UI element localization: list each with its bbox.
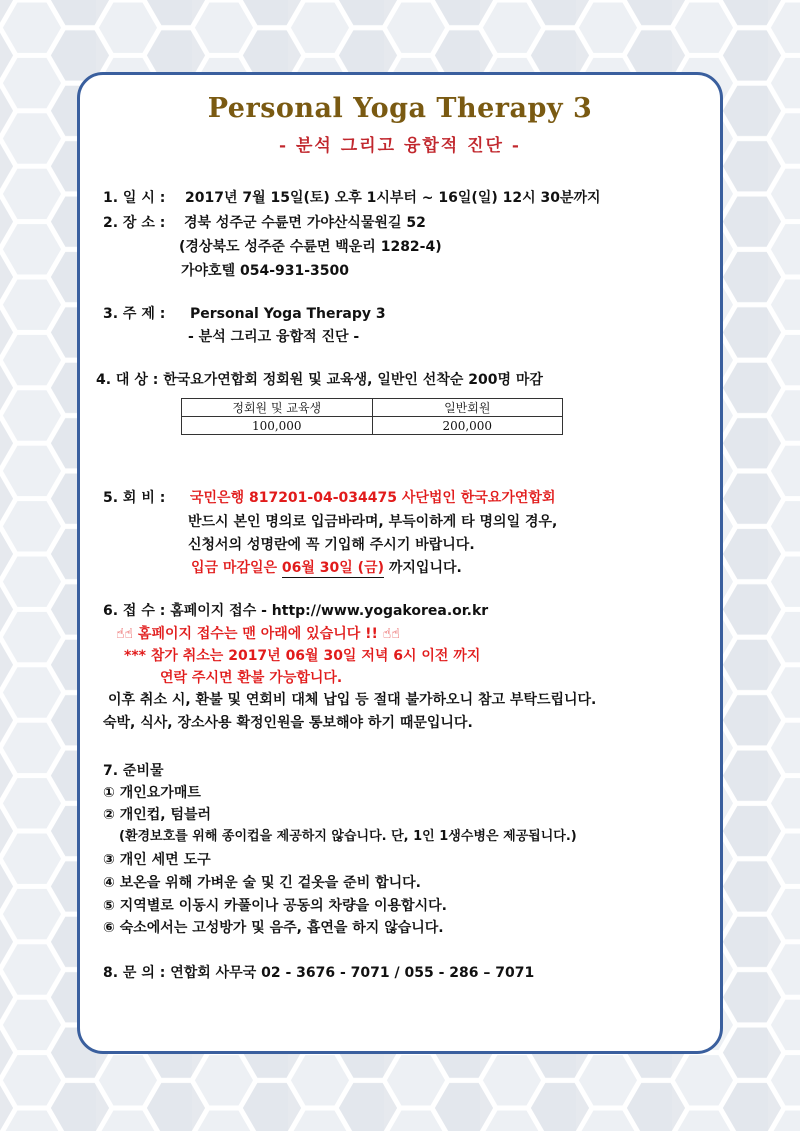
deadline-prefix: 입금 마감일은 (191, 560, 278, 576)
page-title: Personal Yoga Therapy 3 (207, 93, 593, 124)
fee-note-1: 반드시 본인 명의로 입금바라며, 부득이하게 타 명의일 경우, (188, 514, 558, 530)
date-label: 1. 일 시 : (103, 190, 166, 206)
fee-label: 5. 회 비 : (103, 490, 166, 506)
list-item: ② 개인컵, 텀블러 (103, 807, 212, 823)
list-item-note: (환경보호를 위해 종이컵을 제공하지 않습니다. 단, 1인 1생수병은 제공됩니다.) (119, 829, 577, 844)
table-header-general: 일반회원 (372, 399, 563, 417)
list-item: ④ 보온을 위해 가벼운 술 및 긴 겉옷을 준비 합니다. (103, 875, 421, 891)
deadline-date: 06월 30일 (금) (281, 560, 384, 576)
date-value: 2017년 7월 15일(토) 오후 1시부터 ~ 16일(일) 12시 30분까지 (185, 190, 601, 206)
supplies-heading: 7. 준비물 (103, 763, 164, 779)
contact-info: 8. 문 의 : 연합회 사무국 02 - 3676 - 7071 / 055 - 286 – 7071 (103, 965, 535, 981)
page-subtitle: - 분석 그리고 융합적 진단 - (279, 136, 521, 156)
cancel-warning: 이후 취소 시, 환불 및 연회비 대체 납입 등 절대 불가하오니 참고 부탁드립니다. (108, 692, 597, 708)
venue-old-address: (경상북도 성주준 수륜면 백운리 1282-4) (179, 239, 442, 255)
cancel-policy: *** 참가 취소는 2017년 06월 30일 저녁 6시 이전 까지 (124, 648, 481, 664)
venue-hotel: 가야호텔 054-931-3500 (181, 263, 350, 279)
venue-address: 경북 성주군 수륜면 가야산식물원길 52 (184, 215, 426, 231)
fee-general-value: 200,000 (372, 417, 563, 435)
registration-info: 6. 접 수 : 홈페이지 접수 - http://www.yogakorea.or.kr (103, 603, 489, 619)
venue-label: 2. 장 소 : (103, 215, 166, 231)
fee-member-value: 100,000 (182, 417, 373, 435)
theme-title: Personal Yoga Therapy 3 (190, 306, 386, 322)
table-header-member: 정회원 및 교육생 (182, 399, 373, 417)
target-text: 4. 대 상 : 한국요가연합회 정회원 및 교육생, 일반인 선착순 200명 마감 (96, 372, 543, 388)
list-item: ③ 개인 세면 도구 (103, 852, 211, 868)
deadline-suffix: 까지입니다. (388, 560, 462, 576)
fee-table (181, 398, 563, 435)
bank-account: 국민은행 817201-04-034475 사단법인 한국요가연합회 (190, 490, 556, 506)
fee-note-2: 신청서의 성명란에 꼭 기입해 주시기 바랍니다. (188, 537, 475, 553)
deadline-line (191, 559, 462, 577)
list-item: ⑤ 지역별로 이동시 카풀이나 공동의 차량을 이용합시다. (103, 898, 447, 914)
cancel-reason: 숙박, 식사, 장소사용 확정인원을 통보해야 하기 때문입니다. (103, 715, 473, 731)
table-row (182, 417, 563, 435)
list-item: ① 개인요가매트 (103, 785, 201, 801)
theme-label: 3. 주 제 : (103, 306, 166, 322)
registration-note: ☝☝ 홈페이지 접수는 맨 아래에 있습니다 !! ☝☝ (116, 626, 400, 642)
theme-subtitle: - 분석 그리고 융합적 진단 - (188, 329, 360, 345)
table-row (182, 399, 563, 417)
list-item: ⑥ 숙소에서는 고성방가 및 음주, 흡연을 하지 않습니다. (103, 920, 444, 936)
cancel-refund: 연락 주시면 환불 가능합니다. (160, 670, 343, 686)
